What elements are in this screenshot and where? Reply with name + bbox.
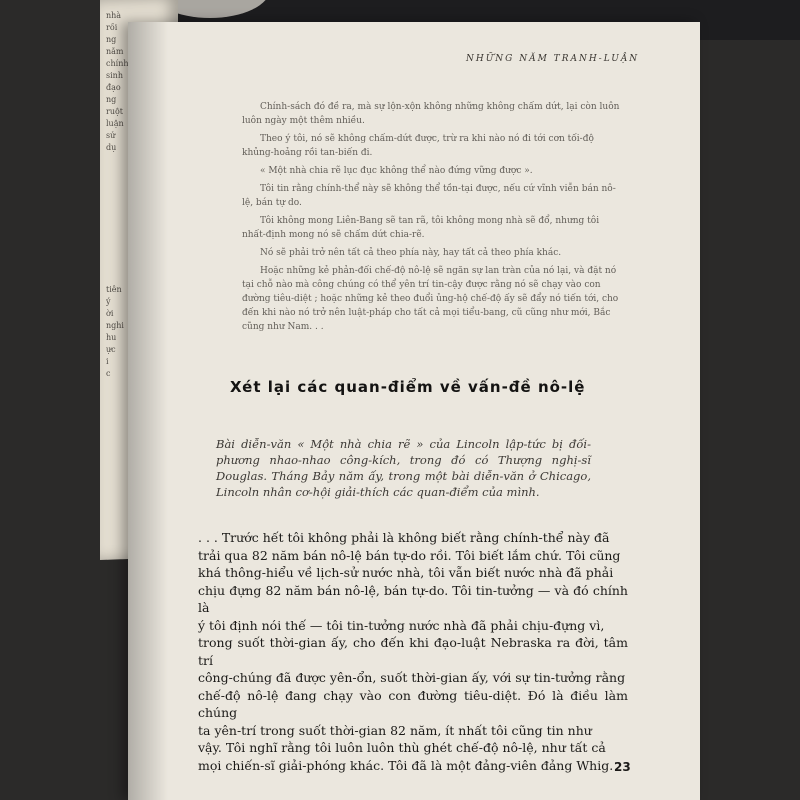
body-line: chế-độ nô-lệ đang chạy vào con đường tiêu-diệt. Đó là điều làm chúng [198,687,628,720]
left-page-fragment: c [106,369,111,378]
body-line: mọi chiến-sĩ giải-phóng khác. Tôi đã là một đảng-viên đảng Whig. [198,757,614,773]
left-page-fragment: chính [106,59,129,68]
left-page-fragment: nghi [106,321,124,330]
left-page-fragment: nhà [106,11,122,20]
body-line: ý tôi định nói thế — tôi tin-tưởng nước nhà đã phải chịu-đựng vì, [198,617,605,633]
left-page-fragment: rồi [106,23,118,32]
quote-paragraph: « Một nhà chia rẽ lục đục không thể nào đứng vững được ». [260,166,533,176]
quote-block [242,100,622,338]
left-page-fragment: ng [106,35,117,44]
quote-paragraph: Chính-sách đó đề ra, mà sự lộn-xộn không những không chấm dứt, lại còn luôn luôn ngày một thêm nhiều. [242,102,620,126]
quote-paragraph: Nó sẽ phải trở nên tất cả theo phía này, hay tất cả theo phía khác. [260,248,562,258]
left-page-fragment: ời [106,309,114,318]
left-page-fragment: sử [106,131,116,140]
body-line: trong suốt thời-gian ấy, cho đến khi đạo-luật Nebraska ra đời, tâm trí [198,635,628,668]
left-page-fragment: sinh [106,71,123,80]
body-line: vậy. Tôi nghĩ rằng tôi luôn luôn thù ghét chế-độ nô-lệ, như tất cả [198,740,606,755]
left-page-fragment: hu [106,333,117,342]
body-line: chịu đựng 82 năm bán nô-lệ, bán tự-do. Tôi tin-tưởng — và đó chính là [198,582,628,615]
body-line: trải qua 82 năm bán nô-lệ bán tự-do rồi. Tôi biết lắm chứ. Tôi cũng [198,547,621,563]
body-text [198,529,628,774]
left-page-fragment: ực [106,345,116,354]
section-intro: Bài diễn-văn « Một nhà chia rẽ » của Lincoln lập-tức bị đối-phương nhao-nhao công-kích, trong đó có Thượng nghị-sĩ Douglas. Tháng Bảy năm ấy, trong một bài diễn-văn ở Chicago, Lincoln nhân cơ-hội giải-thích các quan-điểm của mình. [216,437,591,499]
left-page-fragment: nằm [106,47,124,56]
left-page-fragment: ý [106,297,111,306]
body-line: khá thông-hiểu về lịch-sử nước nhà, tôi vẫn biết nước nhà đã phải [198,565,614,580]
left-page-fragment: tiên [106,285,122,294]
left-page-fragment: dụ [106,143,117,152]
left-page-fragment: luận [106,119,124,128]
left-page-fragment: đạo [106,83,121,92]
quote-paragraph: Tôi không mong Liên-Bang sẽ tan rã, tôi không mong nhà sẽ đổ, nhưng tôi nhất-định mong nó sẽ chấm dứt chia-rẽ. [242,216,600,240]
left-page-fragment: i [106,357,109,366]
section-title: Xét lại các quan-điểm về vấn-đề nô-lệ [230,378,586,396]
quote-paragraph: Theo ý tôi, nó sẽ không chấm-dứt được, trừ ra khi nào nó đi tới cơn tối-độ khủng-hoảng rồi tan-biến đi. [242,134,594,158]
body-line: ta yên-trí trong suốt thời-gian 82 năm, ít nhất tôi cũng tin như [198,722,592,738]
body-line: . . . Trước hết tôi không phải là không biết rằng chính-thể này đã [198,530,610,545]
left-page-fragment: ruột [106,107,124,116]
page-number: 23 [614,760,631,774]
left-page-fragment: ng [106,95,117,104]
quote-paragraph: Hoặc những kẻ phản-đối chế-độ nô-lệ sẽ ngăn sự lan tràn của nó lại, và đặt nó tại chỗ nào mà công chúng có thể yên trí tin-cậy được rằng nó sẽ chạy vào con đường tiêu-diệt ; hoặc những kẻ theo đuổi ủng-hộ chế-độ ấy sẽ đẩy nó tiến tới, cho đến khi nào nó trở nên luật-pháp cho tất cả mọi tiểu-bang, cũ cũng như mới, Bắc cũng như Nam. . . [242,266,619,332]
page-gutter-shadow [128,22,168,800]
running-header: NHỮNG NĂM TRANH-LUẬN [466,54,640,64]
body-line: công-chúng đã được yên-ổn, suốt thời-gian ấy, với sự tin-tưởng rằng [198,670,626,685]
quote-paragraph: Tôi tin rằng chính-thể này sẽ không thể tồn-tại được, nếu cứ vĩnh viễn bán nô-lệ, bán tự do. [242,184,616,208]
